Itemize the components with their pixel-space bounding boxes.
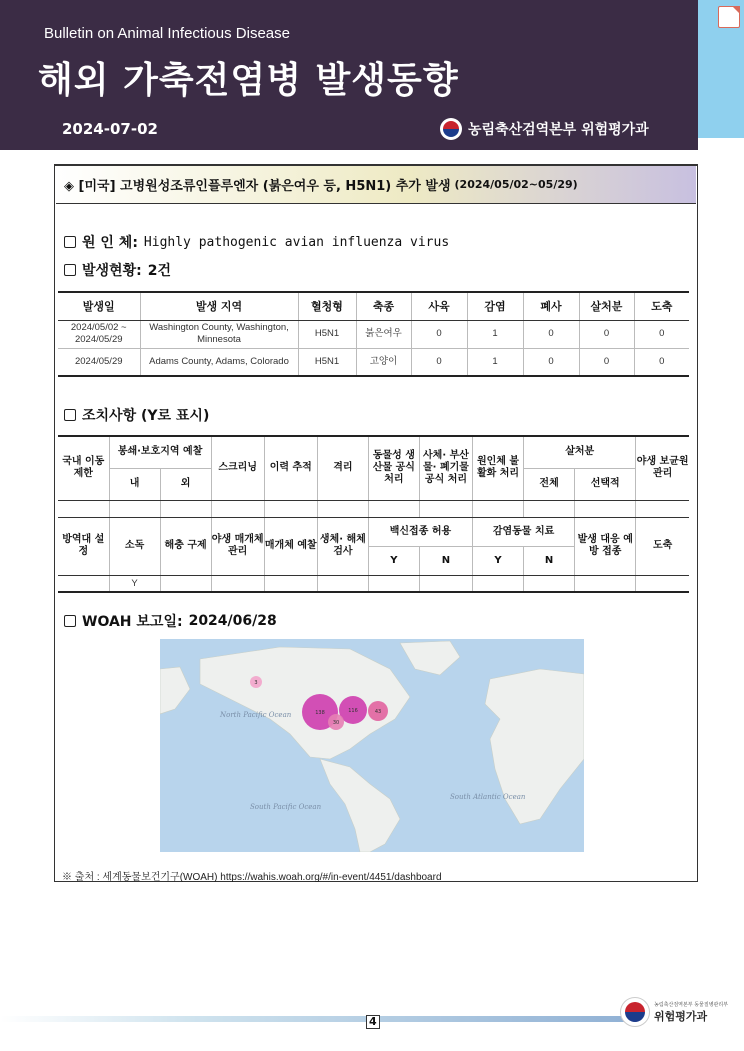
hdr-zone-in: 내 <box>109 468 160 500</box>
checkbox-icon <box>64 264 76 276</box>
cell: 0 <box>579 348 634 376</box>
hdr-treatment-n: N <box>524 546 575 575</box>
hdr-zoning: 방역대 설정 <box>58 517 109 575</box>
cell: 2024/05/29 <box>58 348 140 376</box>
cell: Adams County, Adams, Colorado <box>140 348 298 376</box>
hdr-vaccine-n: N <box>419 546 472 575</box>
cell <box>368 575 419 592</box>
pathogen-label: 원 인 체: <box>82 235 138 251</box>
col-header: 발생일 <box>58 292 140 320</box>
bulletin-label: Bulletin on Animal Infectious Disease <box>44 25 290 42</box>
greenland-shape <box>400 641 460 675</box>
footer-agency-small: 농림축산검역본부 동물질병관리부 <box>654 1001 729 1008</box>
cell: H5N1 <box>298 348 356 376</box>
section-banner <box>56 166 696 204</box>
page-number: 4 <box>366 1015 380 1029</box>
hdr-vaccine-y: Y <box>368 546 419 575</box>
cluster-label: 43 <box>374 709 382 715</box>
cell: Washington County, Washington, Minnesota <box>140 320 298 348</box>
woah-date: 2024/06/28 <box>188 613 277 629</box>
measures-title: 조치사항 (Y로 표시) <box>82 408 210 424</box>
status-value: 2건 <box>147 263 171 279</box>
table-row <box>58 500 689 517</box>
cell <box>575 575 636 592</box>
cell <box>317 500 368 517</box>
cell <box>109 500 160 517</box>
ocean-label: North Pacific Ocean <box>220 711 292 719</box>
hdr-trace: 이력 추적 <box>264 436 317 500</box>
world-map-graphic <box>160 639 584 852</box>
publish-date: 2024-07-02 <box>62 120 158 138</box>
cell: 0 <box>523 348 579 376</box>
cell: H5N1 <box>298 320 356 348</box>
footer-bar <box>0 1016 640 1022</box>
col-header: 살처분 <box>579 292 634 320</box>
cell <box>58 575 109 592</box>
page-title: 해외 가축전염병 발생동향 <box>38 60 459 101</box>
cell: 0 <box>411 320 467 348</box>
table-row <box>58 320 689 348</box>
cell <box>317 575 368 592</box>
cluster-label: 138 <box>315 710 325 716</box>
cell <box>264 500 317 517</box>
status-line <box>64 260 171 280</box>
hdr-movement: 국내 이동 제한 <box>58 436 109 500</box>
cell <box>524 500 575 517</box>
col-header: 폐사 <box>523 292 579 320</box>
ocean-label: South Pacific Ocean <box>250 803 322 811</box>
cell <box>211 500 264 517</box>
table-row <box>58 575 689 592</box>
cell: 1 <box>467 320 523 348</box>
cell: 1 <box>467 348 523 376</box>
col-header: 혈청형 <box>298 292 356 320</box>
cell: 0 <box>523 320 579 348</box>
cell: 0 <box>579 320 634 348</box>
footer-agency-big: 위험평가과 <box>654 1009 708 1023</box>
hdr-prevention: 발생 대응 예방 접종 <box>575 517 636 575</box>
cell <box>264 575 317 592</box>
cell: 고양이 <box>356 348 411 376</box>
government-emblem-icon <box>620 997 650 1027</box>
table-row <box>58 348 689 376</box>
col-header: 축종 <box>356 292 411 320</box>
hdr-wildlife: 야생 보균원 관리 <box>636 436 689 500</box>
cell <box>473 500 524 517</box>
cell: 0 <box>411 348 467 376</box>
hdr-animal-disposal: 동물성 생산물 공식 처리 <box>368 436 419 500</box>
banner-dates: (2024/05/02~05/29) <box>454 178 578 191</box>
cell <box>419 500 472 517</box>
status-label: 발생현황: <box>82 263 142 279</box>
cell: 붉은여우 <box>356 320 411 348</box>
hdr-culling-all: 전체 <box>524 468 575 500</box>
outbreak-map <box>160 639 584 852</box>
hdr-treatment-y: Y <box>473 546 524 575</box>
hdr-carcass: 사체· 부산물· 폐기물 공식 처리 <box>419 436 472 500</box>
south-america-shape <box>320 759 400 852</box>
cell <box>473 575 524 592</box>
hdr-bio-test: 생체· 해체 검사 <box>317 517 368 575</box>
woah-line <box>64 611 277 631</box>
pathogen-line <box>64 232 449 252</box>
agency-name: 농림축산검역본부 위험평가과 <box>468 122 649 138</box>
hdr-vaccine: 백신접종 허용 <box>368 517 472 546</box>
agency-label <box>440 118 649 140</box>
cell <box>419 575 472 592</box>
hdr-wild-vector: 야생 매개체 관리 <box>211 517 264 575</box>
banner-title: ◈ [미국] 고병원성조류인플루엔자 (붉은여우 등, H5N1) 추가 발생 <box>64 179 451 194</box>
cell: Y <box>109 575 160 592</box>
hdr-zone-out: 외 <box>160 468 211 500</box>
cell: 0 <box>634 320 689 348</box>
hdr-vector-surv: 매개체 예찰 <box>264 517 317 575</box>
cell <box>211 575 264 592</box>
cell <box>58 500 109 517</box>
cell <box>160 500 211 517</box>
cell <box>575 500 636 517</box>
hdr-slaughter: 도축 <box>636 517 689 575</box>
hdr-quarantine: 격리 <box>317 436 368 500</box>
hdr-culling: 살처분 <box>524 436 636 468</box>
outbreak-table <box>58 291 689 377</box>
ocean-label: South Atlantic Ocean <box>450 793 526 801</box>
cell <box>524 575 575 592</box>
cell <box>636 575 689 592</box>
cell <box>368 500 419 517</box>
pathogen-value: Highly pathogenic avian influenza virus <box>143 234 450 250</box>
measures-table <box>58 435 689 593</box>
hdr-zone: 봉쇄·보호지역 예찰 <box>109 436 211 468</box>
asia-shape <box>160 667 190 714</box>
hdr-treatment: 감염동물 치료 <box>473 517 575 546</box>
page-header <box>0 0 698 150</box>
hdr-inactivation: 원인체 불활화 처리 <box>473 436 524 500</box>
hdr-pest: 해충 구제 <box>160 517 211 575</box>
cell: 0 <box>634 348 689 376</box>
col-header: 감염 <box>467 292 523 320</box>
checkbox-icon <box>64 409 76 421</box>
footer-logo <box>620 997 728 1027</box>
cell <box>160 575 211 592</box>
woah-label: WOAH 보고일: <box>82 614 183 630</box>
col-header: 사육 <box>411 292 467 320</box>
hdr-culling-sel: 선택적 <box>575 468 636 500</box>
cluster-label: 116 <box>348 708 358 714</box>
checkbox-icon <box>64 615 76 627</box>
source-note: ※ 출처 : 세계동물보건기구(WOAH) https://wahis.woah.org/#/in-event/4451/dashboard <box>62 872 442 883</box>
col-header: 발생 지역 <box>140 292 298 320</box>
cell: 2024/05/02 ~ 2024/05/29 <box>58 320 140 348</box>
bookmark-icon <box>718 6 740 28</box>
checkbox-icon <box>64 236 76 248</box>
hdr-screening: 스크리닝 <box>211 436 264 500</box>
hdr-disinfection: 소독 <box>109 517 160 575</box>
cluster-label: 30 <box>332 720 340 726</box>
government-emblem-icon <box>440 118 462 140</box>
cell <box>636 500 689 517</box>
cluster-label: 3 <box>254 680 258 686</box>
measures-line <box>64 405 209 425</box>
col-header: 도축 <box>634 292 689 320</box>
